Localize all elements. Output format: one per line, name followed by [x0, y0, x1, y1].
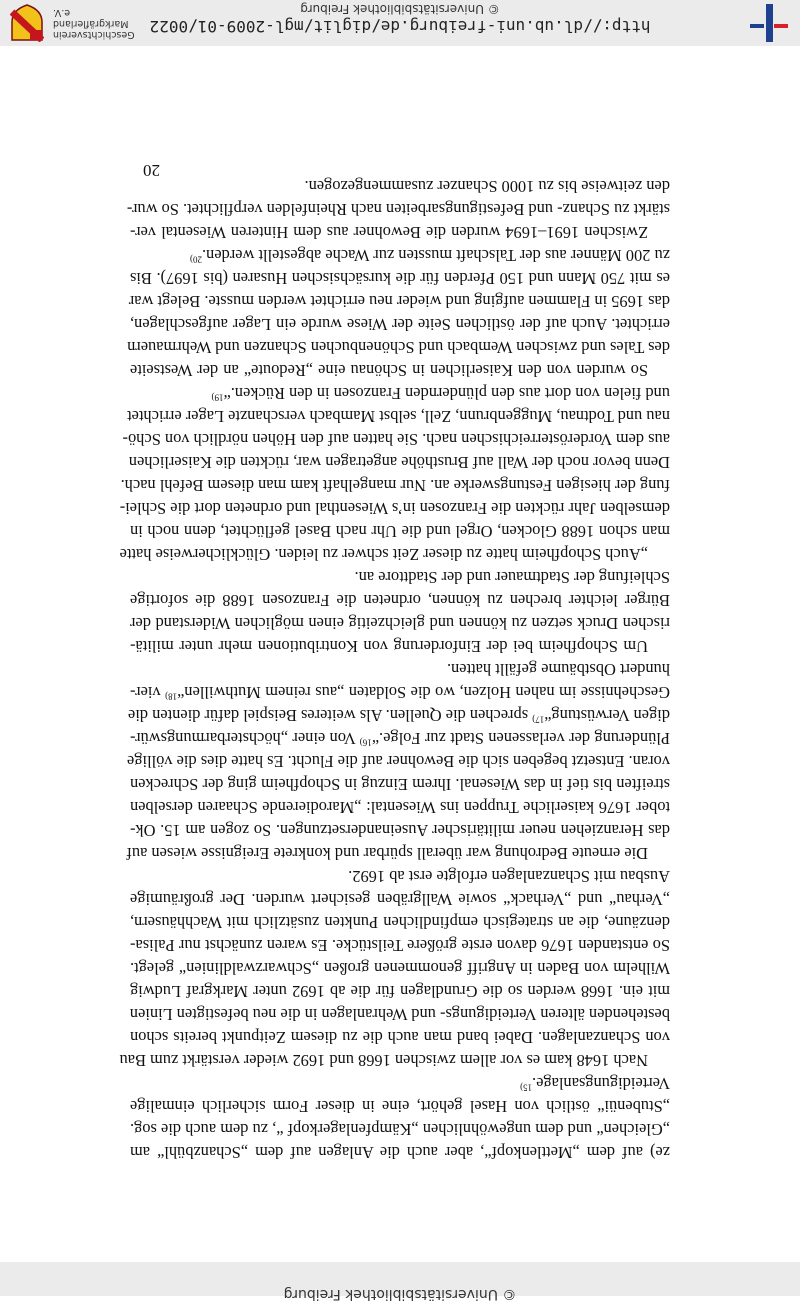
text-line — [130, 865, 670, 888]
text-line-content: voran. Entsetzt begeben sich die Bewohner auf die Flucht. Es hatte dies die völlige — [126, 752, 670, 771]
text-line — [130, 635, 670, 658]
text-line — [130, 244, 670, 267]
geschichtsverein-logo — [10, 2, 145, 44]
text-line-content: von Schanzanlagen. Dabei band man auch die zu diesem Zeitpunkt bereits schon — [130, 1028, 670, 1047]
text-line-content: Nach 1648 kam es vor allem zwischen 1668 und 1692 wieder verstärkt zum Bau — [119, 1051, 648, 1070]
text-line-content: des Tales und zwischen Wembach und Schönenbuchen Schanzen und Wehrmauern — [127, 338, 670, 357]
text-line — [130, 313, 670, 336]
text-line-content: „Auch Schopfheim hatte zu dieser Zeit schwer zu leiden. Glücklicherweise hatte — [119, 545, 648, 564]
text-line — [130, 727, 670, 750]
text-line — [127, 336, 670, 359]
text-line-content: digen Verwüstung“ — [544, 706, 670, 725]
text-line-content: fung der hiesigen Festungswerke an. Nur mangelhaft kam man diesem Befehl nach. — [120, 476, 670, 495]
text-line — [130, 980, 670, 1003]
footnote-ref: 15) — [520, 1082, 533, 1093]
text-line-continuation: vier- — [130, 683, 166, 702]
text-line-content: „Verhau“ und „Verhack“ sowie Wallgräben gesichert wurden. Der großräumige — [130, 890, 670, 909]
text-line — [130, 382, 670, 405]
text-line-content: „Gleichen“ und dem ungewöhnlichen „Kämpfenlagerkopf “, zu dem auch die sog. — [130, 1120, 670, 1139]
text-line-content: nau und Todtnau, Muggenbrunn, Zell, selbst Mambach verschanzte Lager errichtet — [127, 407, 670, 426]
text-line — [130, 773, 670, 796]
text-line-content: Geschehnisse im nahen Holzen, wo die Soldaten „aus reinem Muthwillen“ — [177, 683, 670, 702]
text-line-content: Die erneute Bedrohung war überall spürbar und konkrete Ereignisse wiesen auf — [126, 844, 648, 863]
top-copyright-text: © Universitätsbibliothek Freiburg — [283, 1286, 517, 1302]
text-line-content: denzäune, die an strategisch empfindlichen Punkten zusätzlich mit Wachhäusern, — [130, 913, 670, 932]
text-line-content: rischen Druck setzen zu können und gleichzeitig einen möglichen Widerstand der — [130, 614, 670, 633]
logo-text-line-2: Markgräflerland e.V. — [53, 7, 129, 29]
text-line — [130, 612, 670, 635]
text-line-content: Denn bevor noch der Wall auf Brusthöhe angetragen war, rückten die Kaiserlichen — [128, 453, 670, 472]
text-line — [120, 474, 670, 497]
text-line — [130, 911, 670, 934]
footnote-ref: 20) — [190, 254, 202, 265]
text-line — [130, 796, 670, 819]
page-number: 20 — [143, 161, 160, 180]
text-line-content: Verteidigungsanlage. — [532, 1074, 670, 1093]
text-line — [126, 750, 670, 773]
text-line — [130, 1118, 670, 1141]
text-line — [130, 1003, 670, 1026]
copyright-text: © Universitätsbibliothek Freiburg — [300, 2, 500, 16]
text-line-content: mit ein. 1668 werden so die Grundlagen für die ab 1692 unter Markgraf Ludwig — [130, 982, 670, 1001]
text-line-content: und fielen von dort aus den plündernden Franzosen in den Rücken.“ — [223, 384, 670, 403]
text-line — [130, 1095, 670, 1118]
text-line-continuation: Von einer „höchsterbarmungswür- — [130, 729, 360, 748]
text-line-content: ze) auf dem „Mettlenkopf“, aber auch die Anlagen auf dem „Schanzbühl“ am — [130, 1143, 670, 1162]
text-line-content: das Heranziehen neuer militärischer Auseinandersetzungen. So zogen am 15. Ok- — [130, 821, 670, 840]
footnote-ref: 18) — [165, 691, 178, 702]
text-line-content: Ausbau mit Schanzanlagen erfolgte erst ab 1692. — [348, 867, 670, 886]
text-line-content: Bürger leichter brechen zu können, ordneten die Franzosen 1688 die sofortige — [130, 591, 670, 610]
text-line-continuation: sprechen die Quellen. Als weiteres Beispiel dafür dienten die — [128, 706, 533, 725]
text-line — [130, 957, 670, 980]
text-line-content: tober 1676 kaiserliche Truppen ins Wiesental: „Marodierende Schaaren derselben — [130, 798, 670, 817]
text-line-content: So wurden von den Kaiserlichen in Schönau eine „Redoute“ an der Westseite — [130, 361, 648, 380]
footnote-ref: 19) — [211, 392, 224, 403]
text-line — [126, 842, 670, 865]
text-line-content: aus dem Vorderösterreichischen nach. Sie hatten auf den Höhen nördlich von Schö- — [122, 430, 670, 449]
text-line-content: bestehenden älteren Verteidigungs- und Wehranlagen in die neu befestigten Linien — [129, 1005, 670, 1024]
text-line — [119, 543, 670, 566]
text-line-content: streiften bis tief in das Wiesenal. Ihrem Einzug in Schopfheim ging der Schrecken — [130, 775, 670, 794]
text-line-content: Wilhelm von Baden in Angriff genommenen großen „Schwarzwaldlinien“ gelegt. — [130, 959, 670, 978]
text-line — [130, 359, 670, 382]
text-line-content: Um Schopfheim bei der Einforderung von Kontributionen mehr unter militä- — [130, 637, 648, 656]
text-line — [119, 1049, 670, 1072]
text-line-content: den zeitweise bis zu 1000 Schanzer zusammengezogen. — [304, 177, 670, 196]
text-line-content: es mit 750 Mann und 150 Pferden für die kursächsischen Husaren (bis 1697). Bis — [130, 269, 670, 288]
text-line — [130, 1026, 670, 1049]
text-line — [130, 175, 670, 198]
text-line — [130, 1072, 670, 1095]
text-line — [130, 451, 670, 474]
text-line-content: errichtet. Auch auf der östlichen Seite der Wiese wurde ein Lager aufgeschlagen, — [130, 315, 670, 334]
text-line-content: man schon 1688 Glocken, Orgel und die Uhr nach Basel geflüchtet, denn noch in — [130, 522, 670, 541]
coat-of-arms-icon — [10, 4, 44, 42]
text-line — [130, 934, 670, 957]
text-line — [130, 658, 670, 681]
text-line — [130, 888, 670, 911]
text-line-content: stärkt zu Schanz- und Befestigungsarbeiten nach Rheinfelden verpflichtet. So wur- — [126, 200, 670, 219]
text-line — [130, 819, 670, 842]
text-line-content: Plünderung der verlassenen Stadt zur Folge.“ — [371, 729, 670, 748]
source-url[interactable]: http://dl.ub.uni-freiburg.de/diglit/mgl-2009-01/0022 — [149, 17, 651, 36]
text-line — [130, 681, 670, 704]
text-line-content: Zwischen 1691–1694 wurden die Bewohner aus dem Hinteren Wiesental ver- — [130, 223, 648, 242]
text-line — [130, 566, 670, 589]
bottom-banner — [0, 0, 800, 46]
logo-text-line-1: Geschichtsverein — [53, 29, 135, 40]
text-line-content: So entstanden 1676 davon erste größere Teilstücke. Es waren zunächst nur Palisa- — [130, 936, 670, 955]
text-line — [130, 589, 670, 612]
text-line-content: das 1695 in Flammen aufging und wieder neu errichtet werden musste. Belegt war — [128, 292, 670, 311]
text-line-content: „Stubenüi“ östlich von Hasel gehört, eine in dieser Form sicherlich einmalige — [130, 1097, 670, 1116]
text-line — [122, 428, 670, 451]
footnote-ref: 16) — [359, 737, 372, 748]
text-line — [130, 267, 670, 290]
text-line-content: Schleifung der Stadtmauer und der Stadttore an. — [354, 568, 670, 587]
text-line-content: hundert Obstbäume gefällt hatten. — [446, 660, 670, 679]
text-line — [127, 405, 670, 428]
footnote-ref: 17) — [532, 714, 545, 725]
text-line — [130, 221, 670, 244]
text-line — [126, 198, 670, 221]
text-line-content: zu 200 Männer aus der Talschaft mussten zur Wache abgestellt werden. — [202, 246, 670, 265]
text-line — [130, 290, 670, 313]
text-line — [119, 497, 670, 520]
text-line — [130, 520, 670, 543]
text-line — [130, 1141, 670, 1164]
text-line-content: demselben Jahr rückten die Franzosen in’s Wiesenthal und ordneten dort die Schlei- — [119, 499, 670, 518]
text-line — [130, 704, 670, 727]
top-banner — [0, 1262, 800, 1302]
